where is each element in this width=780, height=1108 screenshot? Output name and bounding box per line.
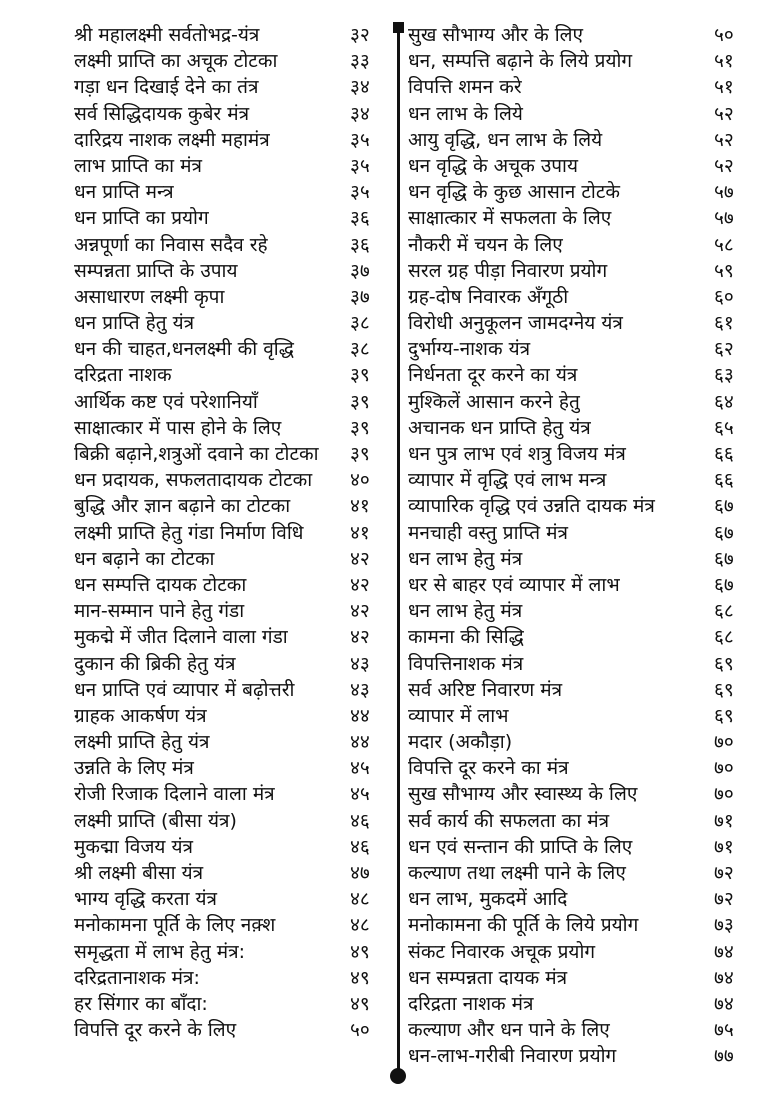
entry-title: धन, सम्पत्ति बढ़ाने के लिये प्रयोग (408, 50, 633, 73)
contents-entry (408, 179, 768, 205)
entry-title: लक्ष्मी प्राप्ति का अचूक टोटका (74, 50, 278, 73)
entry-title: मनोकामना की पूर्ति के लिये प्रयोग (408, 914, 639, 937)
entry-title: सम्पन्नता प्राप्ति के उपाय (74, 259, 238, 282)
contents-entry (408, 808, 768, 834)
entry-page-number: ६९ (714, 678, 734, 701)
entry-page-number: ३९ (350, 416, 370, 439)
contents-entry (74, 258, 392, 284)
entry-page-number: ५२ (714, 102, 734, 125)
entry-title: अन्नपूर्णा का निवास सदैव रहे (74, 233, 268, 256)
entry-page-number: ५२ (714, 128, 734, 151)
entry-page-number: ३५ (350, 128, 370, 151)
entry-title: गड़ा धन दिखाई देने का तंत्र (74, 76, 259, 99)
entry-title: धन सम्पन्नता दायक मंत्र (408, 966, 568, 989)
entry-page-number: ६३ (714, 364, 734, 387)
entry-page-number: ३९ (350, 443, 370, 465)
entry-title: धन लाभ के लिये (408, 102, 523, 125)
entry-title: धन प्राप्ति हेतु यंत्र (74, 312, 195, 335)
entry-page-number: ७२ (714, 888, 734, 911)
entry-title: लाभ प्राप्ति का मंत्र (74, 154, 202, 177)
entry-page-number: ४८ (350, 888, 370, 911)
entry-page-number: ६६ (714, 443, 734, 465)
contents-entry (74, 912, 392, 938)
contents-entry (408, 755, 768, 781)
entry-page-number: ६६ (714, 469, 734, 492)
entry-page-number: ३९ (350, 390, 370, 413)
entry-title: सर्व सिद्धिदायक कुबेर मंत्र (74, 102, 250, 125)
entry-title: धन प्रदायक, सफलतादायक टोटका (74, 469, 313, 492)
entry-page-number: ६५ (714, 416, 734, 439)
entry-title: समृद्धता में लाभ हेतु मंत्र: (74, 940, 245, 963)
contents-entry (408, 153, 768, 179)
entry-title: धन सम्पत्ति दायक टोटका (74, 573, 247, 596)
contents-entry (408, 310, 768, 336)
contents-entry (408, 886, 768, 912)
contents-entry (74, 546, 392, 572)
entry-page-number: ५९ (714, 259, 734, 282)
contents-entry (408, 624, 768, 650)
entry-title: विपत्ति शमन करे (408, 76, 522, 99)
contents-entry (74, 310, 392, 336)
contents-entry (408, 389, 768, 415)
contents-entry (408, 572, 768, 598)
entry-title: कल्याण तथा लक्ष्मी पाने के लिए (408, 862, 626, 884)
entry-title: दारिद्रय नाशक लक्ष्मी महामंत्र (74, 128, 270, 151)
entry-page-number: ६० (714, 285, 734, 308)
entry-title: धन की चाहत,धनलक्ष्मी की वृद्धि (74, 338, 294, 361)
contents-entry (74, 389, 392, 415)
entry-page-number: ५८ (714, 233, 734, 256)
entry-title: व्यापार में वृद्धि एवं लाभ मन्त्र (408, 469, 607, 492)
contents-entry (74, 729, 392, 755)
entry-page-number: ६७ (714, 573, 734, 596)
contents-entry (408, 284, 768, 310)
entry-title: असाधारण लक्ष्मी कृपा (74, 285, 225, 308)
entry-page-number: ३७ (350, 285, 370, 308)
entry-page-number: ४८ (350, 914, 370, 937)
entry-page-number: ५७ (714, 181, 734, 204)
entry-page-number: ३९ (350, 364, 370, 387)
entry-page-number: ३६ (350, 233, 370, 256)
entry-page-number: ७२ (714, 862, 734, 884)
entry-title: धन वृद्धि के कुछ आसान टोटके (408, 181, 620, 204)
entry-title: धन वृद्धि के अचूक उपाय (408, 154, 578, 177)
entry-page-number: ४९ (350, 940, 370, 963)
entry-title: मुकद्मे में जीत दिलाने वाला गंडा (74, 626, 288, 649)
entry-title: नौकरी में चयन के लिए (408, 233, 563, 256)
entry-page-number: ७० (714, 757, 734, 780)
entry-page-number: ५२ (714, 154, 734, 177)
contents-entry (74, 1017, 392, 1043)
contents-entry (74, 22, 392, 48)
entry-title: निर्धनता दूर करने का यंत्र (408, 364, 578, 387)
contents-entry (408, 965, 768, 991)
entry-title: धन एवं सन्तान की प्राप्ति के लिए (408, 835, 633, 858)
entry-page-number: ४१ (350, 521, 370, 544)
contents-entry (74, 651, 392, 677)
contents-entry (408, 493, 768, 519)
entry-page-number: ४४ (350, 731, 370, 754)
entry-title: लक्ष्मी प्राप्ति हेतु गंडा निर्माण विधि (74, 521, 304, 544)
entry-page-number: ४२ (350, 547, 370, 570)
entry-title: मनोकामना पूर्ति के लिए नक़्श (74, 914, 276, 937)
contents-entry (408, 74, 768, 100)
entry-page-number: ३५ (350, 154, 370, 177)
contents-entry (74, 860, 392, 886)
entry-title: सुख सौभाग्य और के लिए (408, 24, 584, 46)
contents-entry (408, 991, 768, 1017)
entry-title: मान-सम्मान पाने हेतु गंडा (74, 600, 245, 623)
column-divider (397, 28, 400, 1078)
entry-page-number: ५० (714, 24, 734, 46)
entry-page-number: ६७ (714, 521, 734, 544)
contents-entry (74, 179, 392, 205)
entry-title: अचानक धन प्राप्ति हेतु यंत्र (408, 416, 591, 439)
entry-title: धन प्राप्ति का प्रयोग (74, 207, 209, 230)
contents-entry (74, 127, 392, 153)
contents-column-right (408, 22, 768, 1070)
entry-page-number: ४३ (350, 652, 370, 675)
entry-page-number: ४३ (350, 678, 370, 701)
entry-page-number: ७४ (714, 966, 734, 989)
contents-entry (74, 598, 392, 624)
entry-page-number: ६७ (714, 547, 734, 570)
contents-entry (74, 74, 392, 100)
entry-title: रोजी रिजाक दिलाने वाला मंत्र (74, 783, 275, 806)
contents-entry (74, 441, 392, 467)
contents-entry (408, 834, 768, 860)
entry-page-number: ५७ (714, 207, 734, 230)
entry-title: बुद्धि और ज्ञान बढ़ाने का टोटका (74, 495, 291, 518)
entry-title: दरिद्रता नाशक मंत्र (408, 992, 534, 1015)
entry-title: साक्षात्कार में पास होने के लिए (74, 416, 282, 439)
entry-page-number: ६८ (714, 600, 734, 623)
entry-title: आयु वृद्धि, धन लाभ के लिये (408, 128, 603, 151)
entry-page-number: ४१ (350, 495, 370, 518)
entry-title: ग्राहक आकर्षण यंत्र (74, 704, 207, 727)
entry-title: उन्नति के लिए मंत्र (74, 757, 194, 780)
contents-entry (74, 520, 392, 546)
entry-page-number: ७० (714, 731, 734, 754)
contents-entry (74, 703, 392, 729)
contents-entry (408, 441, 768, 467)
entry-page-number: ७० (714, 783, 734, 806)
contents-entry (408, 415, 768, 441)
entry-page-number: ५१ (714, 76, 734, 99)
entry-title: विपत्ति दूर करने के लिए (74, 1019, 237, 1042)
entry-title: लक्ष्मी प्राप्ति (बीसा यंत्र) (74, 809, 237, 832)
entry-title: धर से बाहर एवं व्यापार में लाभ (408, 573, 620, 596)
entry-page-number: ७५ (714, 1019, 734, 1042)
entry-title: मनचाही वस्तु प्राप्ति मंत्र (408, 521, 568, 544)
entry-title: दरिद्रता नाशक (74, 364, 172, 387)
entry-page-number: ४४ (350, 704, 370, 727)
contents-entry (74, 284, 392, 310)
entry-title: कल्याण और धन पाने के लिए (408, 1019, 610, 1042)
entry-title: मदार (अकौड़ा) (408, 731, 513, 754)
entry-title: धन-लाभ-गरीबी निवारण प्रयोग (408, 1045, 617, 1068)
entry-title: लक्ष्मी प्राप्ति हेतु यंत्र (74, 731, 210, 754)
contents-entry (74, 624, 392, 650)
contents-entry (74, 572, 392, 598)
entry-page-number: ३३ (350, 50, 370, 73)
contents-entry (74, 48, 392, 74)
contents-entry (74, 232, 392, 258)
entry-page-number: ७४ (714, 992, 734, 1015)
entry-title: बिक्री बढ़ाने,शत्रुओं दवाने का टोटका (74, 443, 319, 465)
contents-entry (408, 258, 768, 284)
entry-title: मुकद्मा विजय यंत्र (74, 835, 193, 858)
contents-entry (408, 860, 768, 886)
entry-page-number: ४२ (350, 600, 370, 623)
entry-title: धन लाभ हेतु मंत्र (408, 600, 523, 623)
entry-page-number: ६९ (714, 704, 734, 727)
entry-page-number: ४२ (350, 573, 370, 596)
contents-entry (74, 939, 392, 965)
entry-title: सर्व कार्य की सफलता का मंत्र (408, 809, 610, 832)
entry-title: आर्थिक कष्ट एवं परेशानियाँ (74, 390, 258, 413)
contents-entry (408, 101, 768, 127)
entry-title: श्री महालक्ष्मी सर्वतोभद्र-यंत्र (74, 24, 260, 46)
entry-page-number: ७३ (714, 914, 734, 937)
entry-title: सर्व अरिष्ट निवारण मंत्र (408, 678, 563, 701)
contents-entry (408, 232, 768, 258)
contents-entry (408, 362, 768, 388)
contents-entry (408, 781, 768, 807)
entry-page-number: ७१ (714, 809, 734, 832)
contents-entry (408, 703, 768, 729)
entry-page-number: ३४ (350, 76, 370, 99)
entry-page-number: ३८ (350, 312, 370, 335)
contents-entry (408, 467, 768, 493)
contents-entry (408, 651, 768, 677)
contents-entry (74, 415, 392, 441)
entry-title: व्यापारिक वृद्धि एवं उन्नति दायक मंत्र (408, 495, 655, 518)
entry-page-number: ३५ (350, 181, 370, 204)
entry-page-number: ६९ (714, 652, 734, 675)
entry-page-number: ७४ (714, 940, 734, 963)
entry-page-number: ४० (350, 469, 370, 492)
contents-entry (408, 677, 768, 703)
entry-page-number: ६४ (714, 390, 734, 413)
entry-title: दुर्भाग्य-नाशक यंत्र (408, 338, 531, 361)
contents-entry (74, 493, 392, 519)
entry-page-number: ६२ (714, 338, 734, 361)
contents-entry (74, 781, 392, 807)
entry-title: सुख सौभाग्य और स्वास्थ्य के लिए (408, 783, 638, 806)
entry-title: धन लाभ, मुकदमें आदि (408, 888, 568, 911)
entry-page-number: ५० (350, 1019, 370, 1042)
entry-page-number: ३६ (350, 207, 370, 230)
contents-entry (74, 677, 392, 703)
contents-entry (74, 336, 392, 362)
entry-title: हर सिंगार का बाँदा: (74, 992, 208, 1015)
entry-page-number: ४९ (350, 966, 370, 989)
entry-page-number: ७७ (714, 1045, 734, 1068)
entry-title: ग्रह-दोष निवारक अँगूठी (408, 285, 569, 308)
divider-bottom-dot (390, 1068, 406, 1084)
contents-entry (408, 22, 768, 48)
entry-title: भाग्य वृद्धि करता यंत्र (74, 888, 218, 911)
entry-page-number: ६८ (714, 626, 734, 649)
contents-column-left (74, 22, 392, 1043)
contents-entry (408, 912, 768, 938)
contents-entry (74, 834, 392, 860)
entry-title: दरिद्रतानाशक मंत्र: (74, 966, 200, 989)
entry-page-number: ४६ (350, 809, 370, 832)
entry-title: धन लाभ हेतु मंत्र (408, 547, 523, 570)
contents-entry (408, 1043, 768, 1069)
entry-page-number: ३४ (350, 102, 370, 125)
contents-entry (74, 153, 392, 179)
entry-title: कामना की सिद्धि (408, 626, 524, 649)
contents-entry (74, 362, 392, 388)
contents-entry (408, 520, 768, 546)
contents-entry (408, 336, 768, 362)
entry-page-number: ३७ (350, 259, 370, 282)
entry-page-number: ५१ (714, 50, 734, 73)
entry-title: धन प्राप्ति एवं व्यापार में बढ़ोत्तरी (74, 678, 295, 701)
entry-title: विरोधी अनुकूलन जामदग्नेय यंत्र (408, 312, 623, 335)
entry-page-number: ४२ (350, 626, 370, 649)
entry-page-number: ४९ (350, 992, 370, 1015)
contents-entry (408, 546, 768, 572)
entry-page-number: ७१ (714, 835, 734, 858)
contents-entry (74, 886, 392, 912)
contents-entry (408, 1017, 768, 1043)
contents-entry (74, 965, 392, 991)
entry-title: व्यापार में लाभ (408, 704, 509, 727)
entry-page-number: ६१ (714, 312, 734, 335)
entry-title: विपत्ति दूर करने का मंत्र (408, 757, 569, 780)
entry-title: संकट निवारक अचूक प्रयोग (408, 940, 596, 963)
contents-entry (408, 127, 768, 153)
contents-entry (408, 205, 768, 231)
contents-entry (74, 991, 392, 1017)
contents-entry (74, 467, 392, 493)
entry-page-number: ४६ (350, 835, 370, 858)
entry-title: साक्षात्कार में सफलता के लिए (408, 207, 612, 230)
contents-entry (74, 755, 392, 781)
entry-title: मुश्किलें आसान करने हेतु (408, 390, 580, 413)
entry-title: श्री लक्ष्मी बीसा यंत्र (74, 862, 204, 884)
entry-page-number: ६७ (714, 495, 734, 518)
entry-title: धन पुत्र लाभ एवं शत्रु विजय मंत्र (408, 443, 626, 465)
entry-title: सरल ग्रह पीड़ा निवारण प्रयोग (408, 259, 608, 282)
contents-entry (408, 939, 768, 965)
entry-title: विपत्तिनाशक मंत्र (408, 652, 524, 675)
entry-title: दुकान की ब्रिकी हेतु यंत्र (74, 652, 236, 675)
entry-page-number: ४५ (350, 757, 370, 780)
entry-page-number: ४७ (350, 862, 370, 884)
entry-page-number: ४५ (350, 783, 370, 806)
contents-entry (74, 205, 392, 231)
contents-entry (74, 101, 392, 127)
entry-title: धन बढ़ाने का टोटका (74, 547, 215, 570)
contents-entry (408, 729, 768, 755)
entry-page-number: ३२ (350, 24, 370, 46)
contents-entry (74, 808, 392, 834)
entry-page-number: ३८ (350, 338, 370, 361)
contents-entry (408, 48, 768, 74)
entry-title: धन प्राप्ति मन्त्र (74, 181, 174, 204)
contents-entry (408, 598, 768, 624)
